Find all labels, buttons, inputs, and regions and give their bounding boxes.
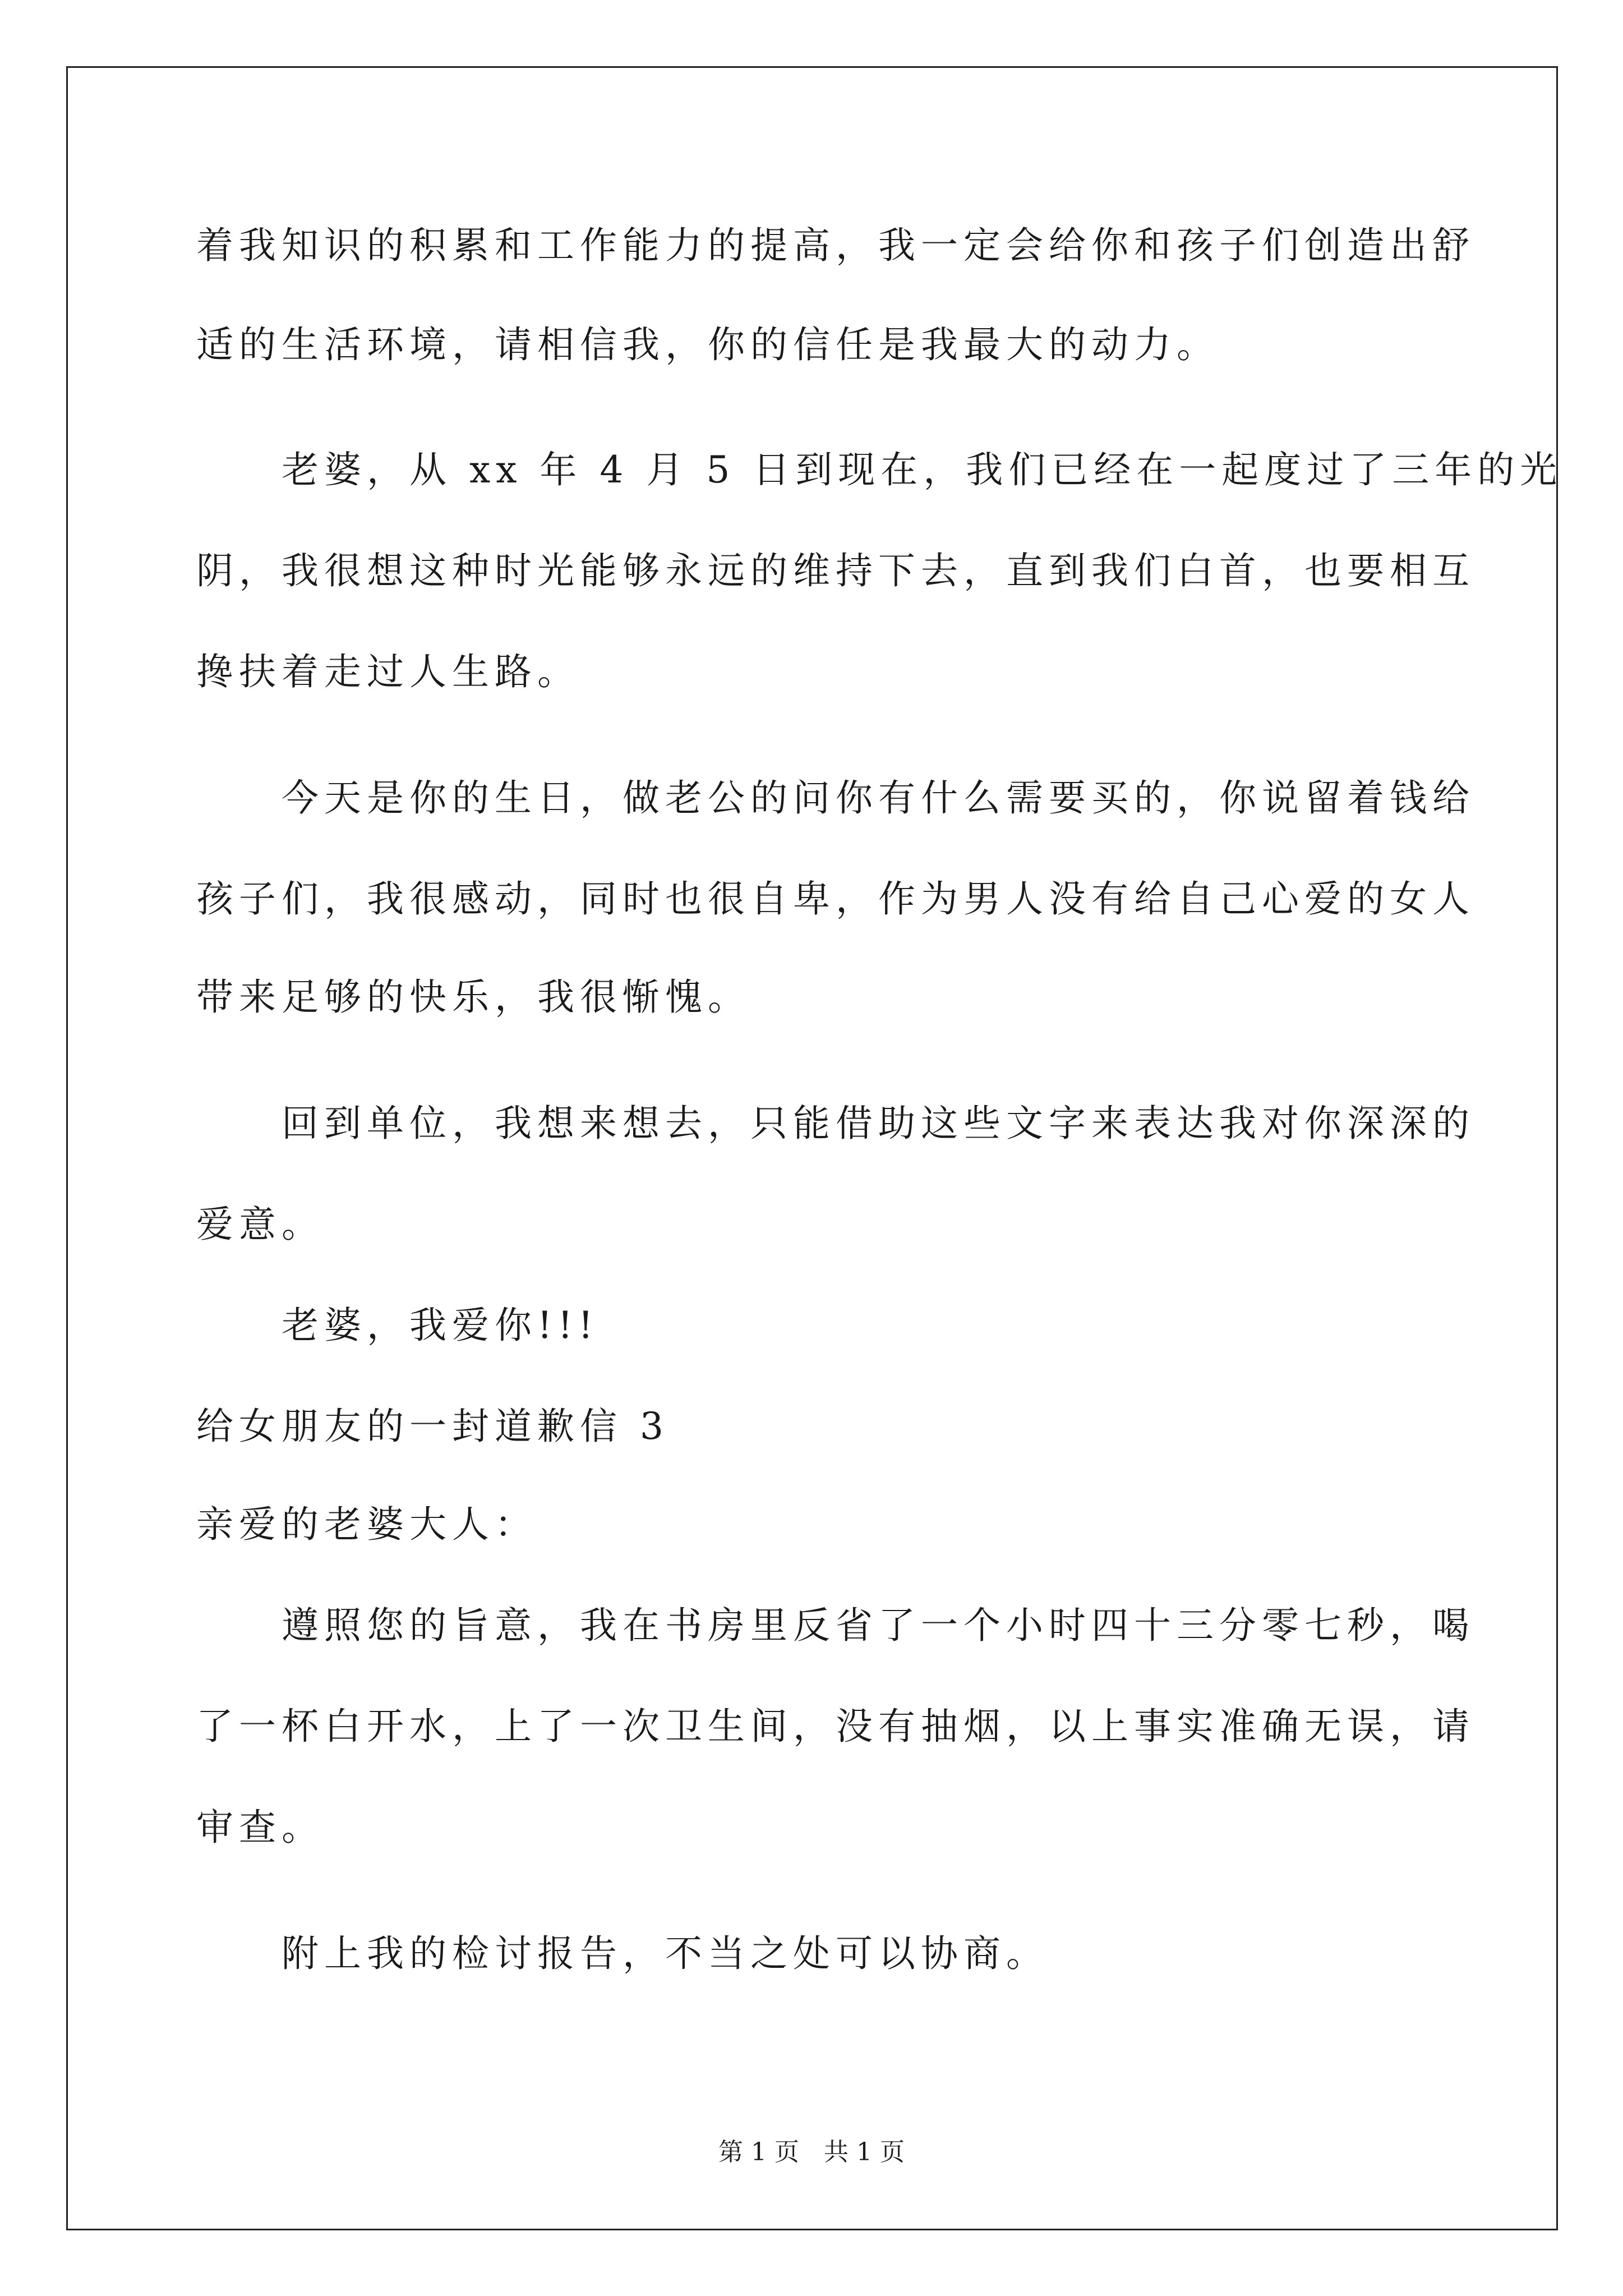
text-line: 孩子们，我很感动，同时也很自卑，作为男人没有给自己心爱的女人 — [196, 877, 1475, 921]
text-line: 回到单位，我想来想去，只能借助这些文字来表达我对你深深的 — [196, 1102, 1475, 1145]
page-number-footer: 第 1 页 共 1 页 — [718, 2138, 905, 2166]
text-line: 遵照您的旨意，我在书房里反省了一个小时四十三分零七秒，喝 — [196, 1604, 1475, 1647]
text-line: 附上我的检讨报告，不当之处可以协商。 — [196, 1932, 1049, 1975]
salutation: 亲爱的老婆大人： — [196, 1503, 537, 1546]
section-title: 给女朋友的一封道歉信 3 — [196, 1405, 669, 1448]
text-line: 带来足够的快乐，我很惭愧。 — [196, 976, 750, 1019]
text-line: 老婆，从 xx 年 4 月 5 日到现在，我们已经在一起度过了三年的光 — [196, 448, 1563, 491]
text-line: 爱意。 — [196, 1203, 324, 1246]
text-line: 审查。 — [196, 1806, 324, 1849]
text-line: 着我知识的积累和工作能力的提高，我一定会给你和孩子们创造出舒 — [196, 224, 1475, 267]
text-line: 今天是你的生日，做老公的问你有什么需要买的，你说留着钱给 — [196, 776, 1475, 820]
text-line: 老婆，我爱你!!! — [196, 1304, 599, 1347]
text-line: 了一杯白开水，上了一次卫生间，没有抽烟，以上事实准确无误，请 — [196, 1705, 1475, 1748]
text-line: 搀扶着走过人生路。 — [196, 650, 580, 693]
text-line: 阴，我很想这种时光能够永远的维持下去，直到我们白首，也要相互 — [196, 549, 1475, 592]
text-line: 适的生活环境，请相信我，你的信任是我最大的动力。 — [196, 323, 1219, 366]
